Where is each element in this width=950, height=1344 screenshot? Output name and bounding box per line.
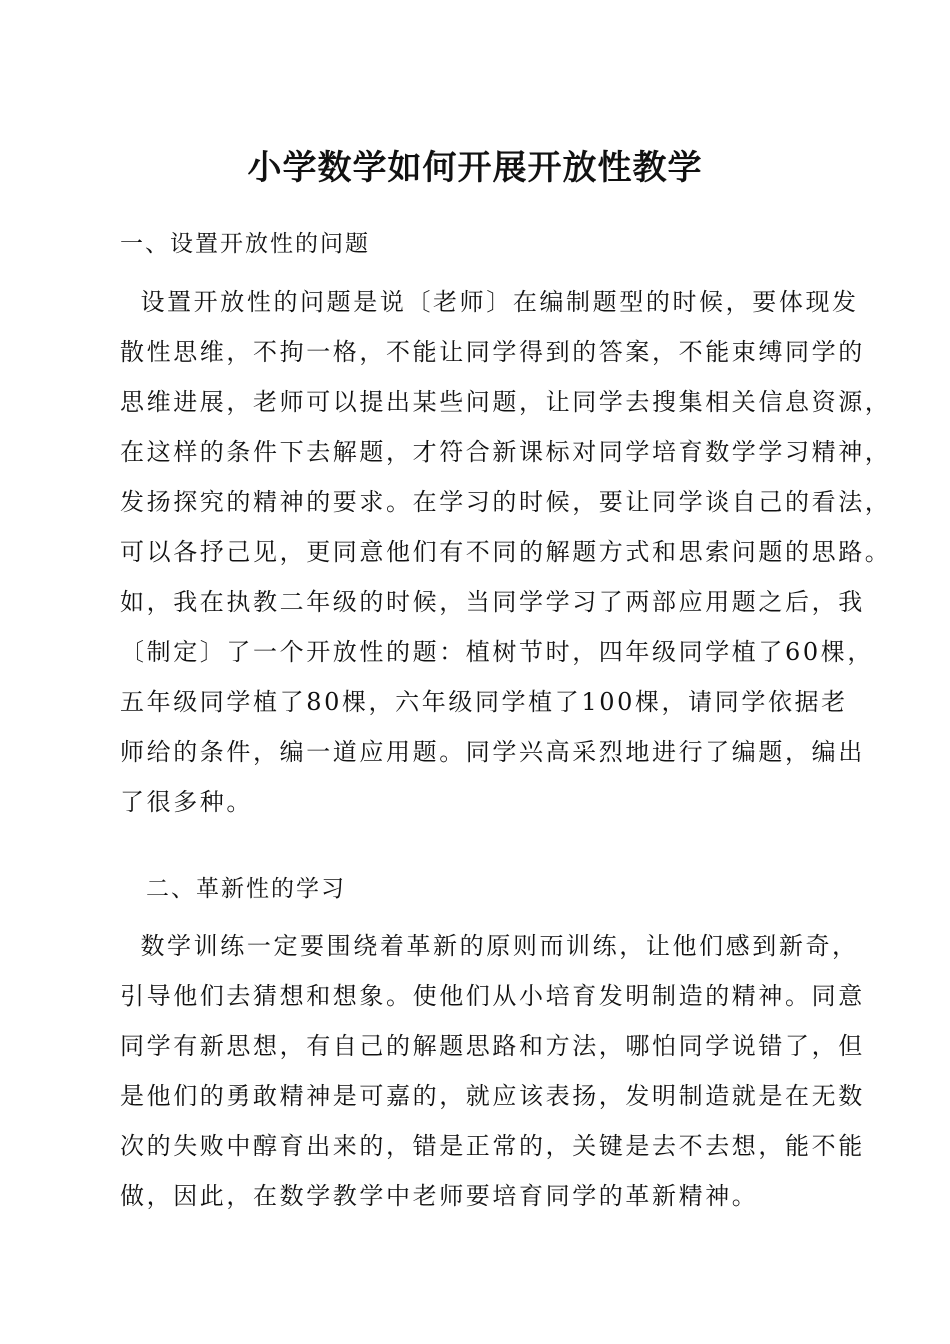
- section-heading: 二、革新性的学习: [146, 876, 346, 902]
- paragraph-line: 〔制定〕了一个开放性的题：植树节时，四年级同学植了60棵，: [120, 638, 874, 666]
- section-paragraph: [120, 921, 865, 1221]
- paragraph-line: 如，我在执教二年级的时候，当同学学习了两部应用题之后，我: [120, 588, 865, 616]
- section-open-questions: [120, 228, 892, 827]
- paragraph-line: 设置开放性的问题是说〔老师〕在编制题型的时候，要体现发: [120, 288, 859, 316]
- paragraph-line: 同学有新思想，有自己的解题思路和方法，哪怕同学说错了，但: [120, 1032, 865, 1060]
- paragraph-line: 散性思维，不拘一格，不能让同学得到的答案，不能束缚同学的: [120, 338, 865, 366]
- section-heading: 一、设置开放性的问题: [120, 231, 370, 257]
- paragraph-line: 引导他们去猜想和想象。使他们从小培育发明制造的精神。同意: [120, 982, 865, 1010]
- paragraph-line: 师给的条件，编一道应用题。同学兴高采烈地进行了编题，编出: [120, 738, 865, 766]
- paragraph-line: 了很多种。: [120, 788, 253, 816]
- paragraph-line: 次的失败中醇育出来的，错是正常的，关键是去不去想，能不能: [120, 1132, 865, 1160]
- section-paragraph: [120, 277, 892, 827]
- paragraph-line: 在这样的条件下去解题，才符合新课标对同学培育数学学习精神，: [120, 438, 892, 466]
- section-innovative-learning: [120, 873, 865, 1221]
- paragraph-line: 数学训练一定要围绕着革新的原则而训练，让他们感到新奇，: [120, 932, 859, 960]
- paragraph-line: 发扬探究的精神的要求。在学习的时候，要让同学谈自己的看法，: [120, 488, 892, 516]
- paragraph-line: 五年级同学植了80棵，六年级同学植了100棵，请同学依据老: [120, 688, 848, 716]
- paragraph-line: 做，因此，在数学教学中老师要培育同学的革新精神。: [120, 1182, 759, 1210]
- paragraph-line: 是他们的勇敢精神是可嘉的，就应该表扬，发明制造就是在无数: [120, 1082, 865, 1110]
- document-title: 小学数学如何开展开放性教学: [247, 148, 703, 188]
- paragraph-line: 思维进展，老师可以提出某些问题，让同学去搜集相关信息资源，: [120, 388, 892, 416]
- paragraph-line: 可以各抒己见，更同意他们有不同的解题方式和思索问题的思路。: [120, 538, 892, 566]
